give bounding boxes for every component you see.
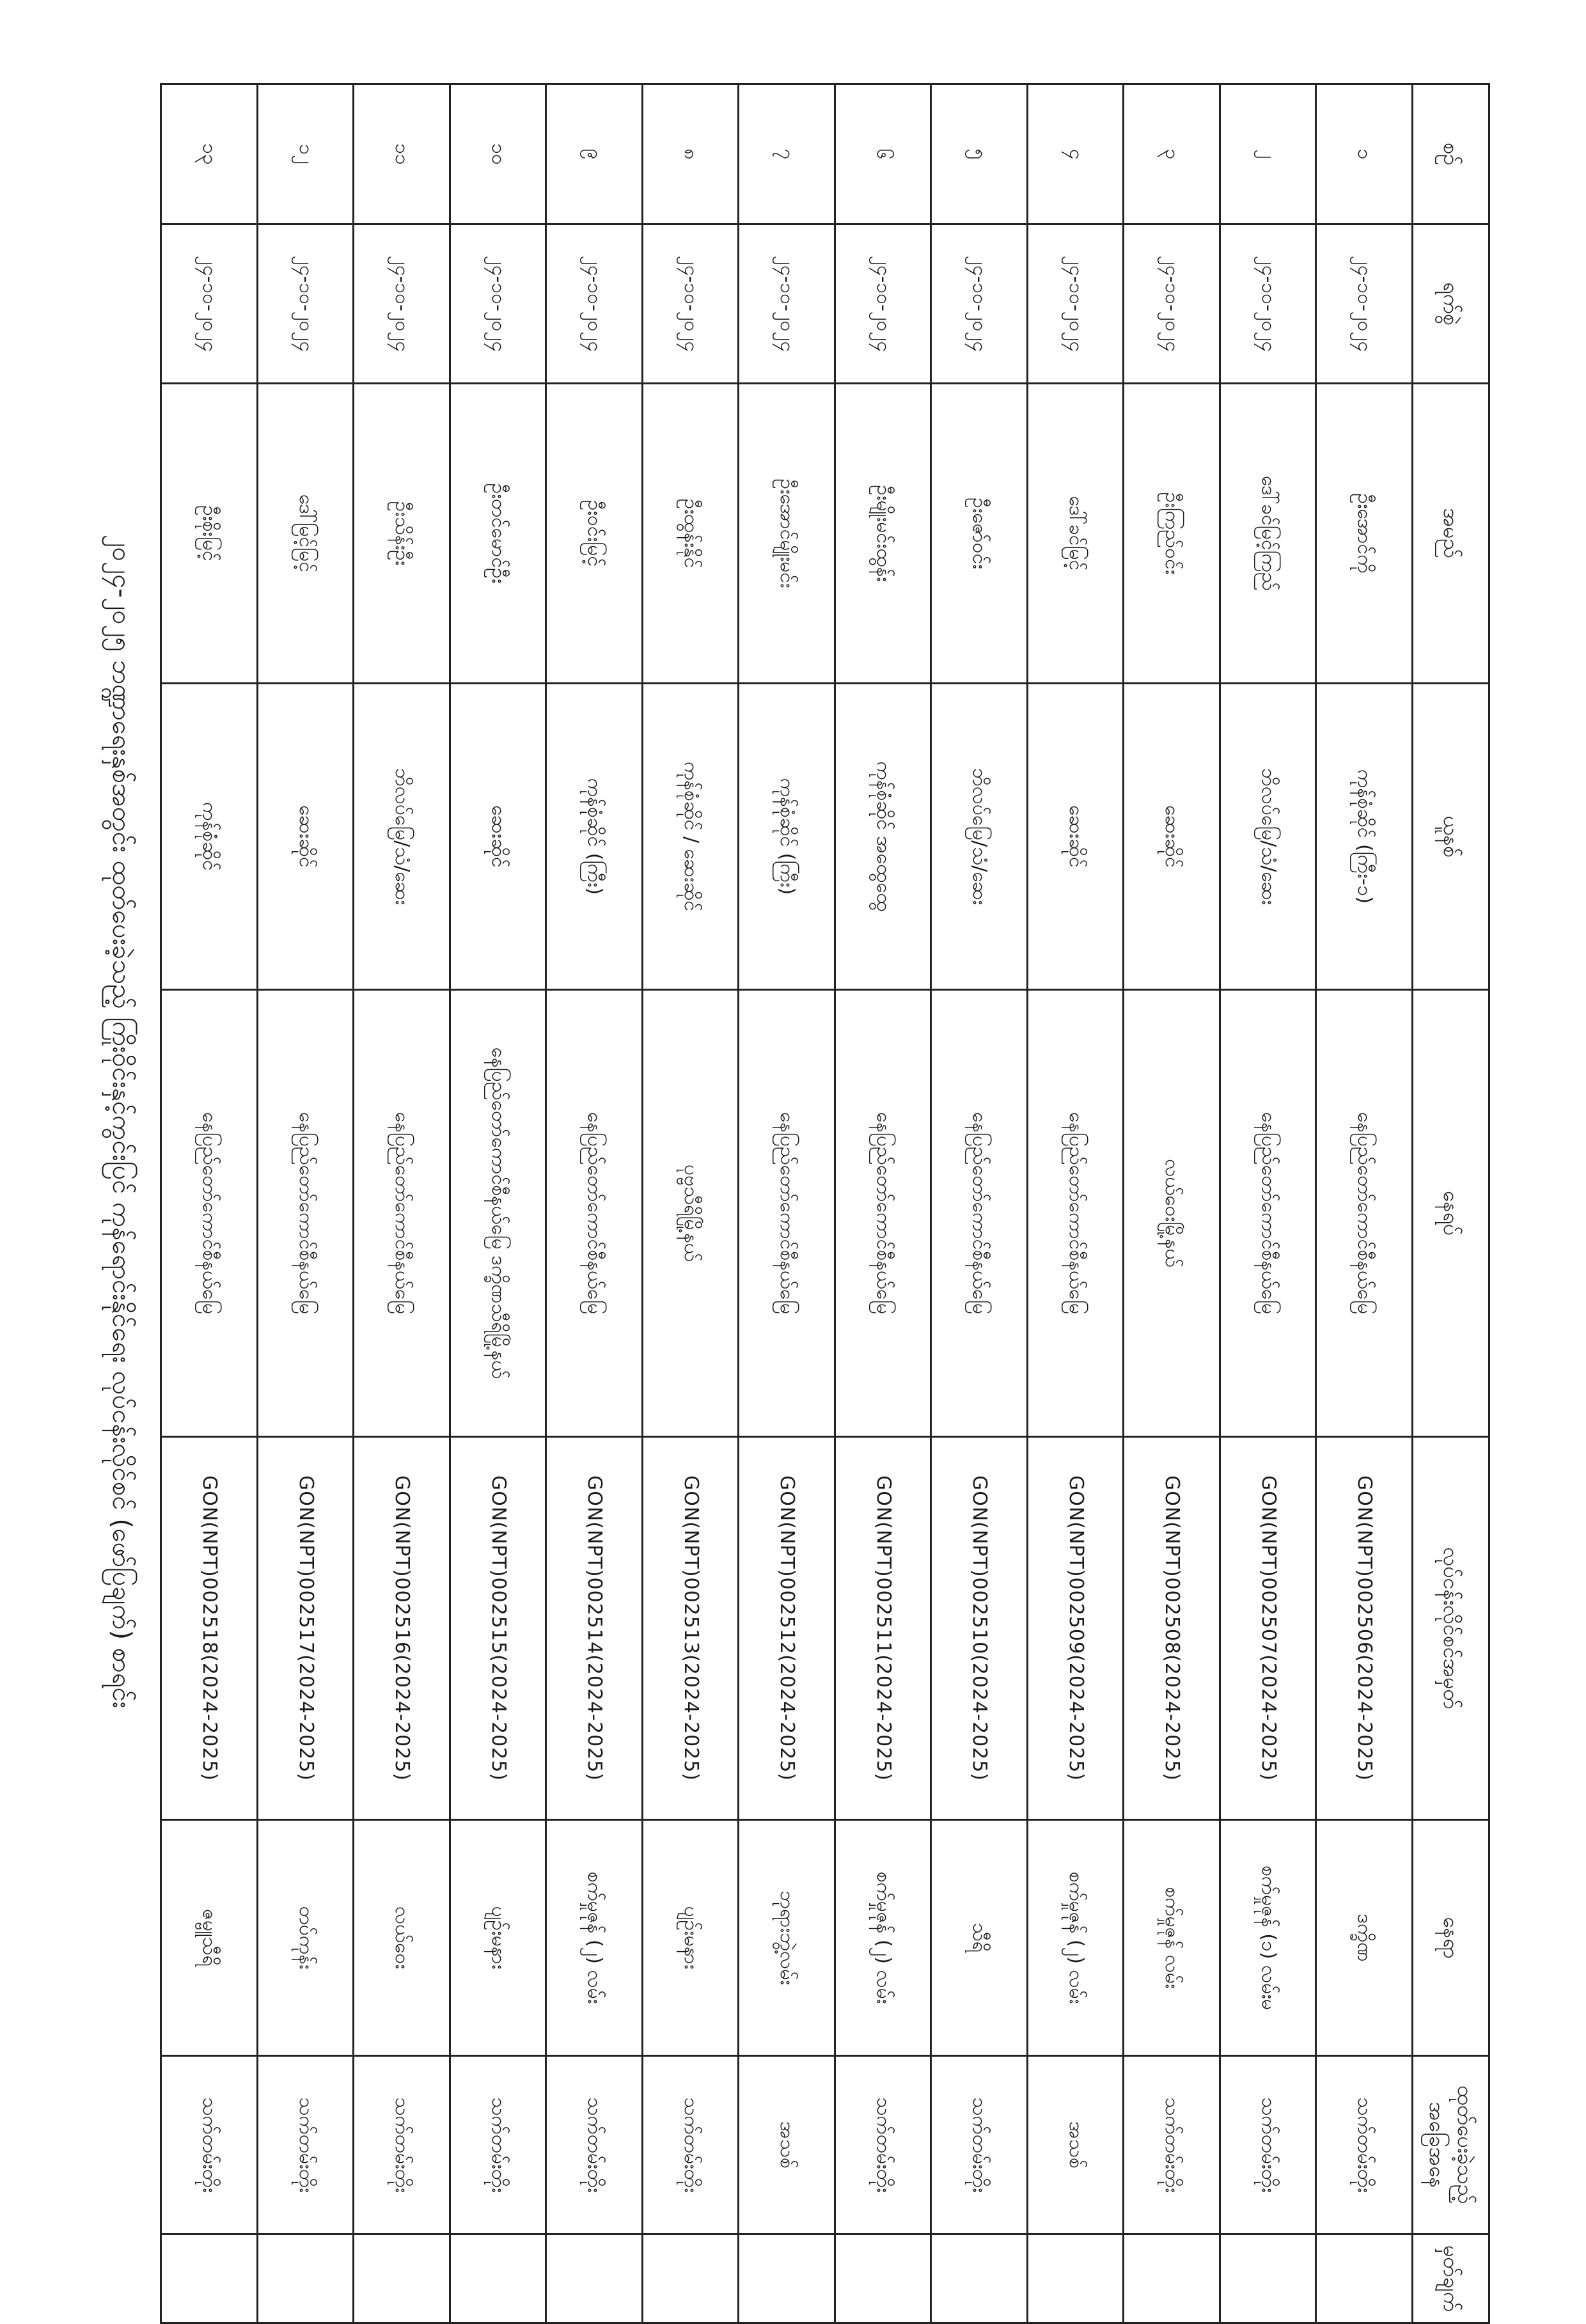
cell-name: ဦးတင်မောင်ဦး xyxy=(450,384,546,684)
cell-status: သက်တမ်းတိုး xyxy=(642,2056,739,2234)
cell-no: ၁၀ xyxy=(450,84,546,224)
cell-no: ၄ xyxy=(1027,84,1124,224)
cell-no: ၁၁ xyxy=(354,84,450,224)
cell-place: ဇမ္ဗူသီရိ xyxy=(161,1820,258,2056)
cell-date: ၂၄-၁၀-၂၀၂၄ xyxy=(546,224,643,384)
cell-name: ဦးဇော်ဝင်း xyxy=(931,384,1028,684)
cell-place: ပျဉ်းမနား xyxy=(450,1820,546,2056)
cell-address: နေပြည်တော်ကောင်စီနယ်မြေ xyxy=(257,990,354,1437)
header-permit-no: လုပ်ငန်းလိုင်စင်အမှတ် xyxy=(1413,1437,1489,1820)
table-row xyxy=(546,84,643,2323)
cell-name: ဦးကြည်ဝင်း xyxy=(1124,384,1220,684)
cell-status: သက်တမ်းတိုး xyxy=(835,2056,931,2234)
cell-remarks xyxy=(1220,2234,1316,2323)
table-body xyxy=(161,84,1413,2323)
cell-unit: ကုန်စုံဆိုင် xyxy=(161,684,258,990)
cell-name: ဦးသိန်းဦး xyxy=(354,384,450,684)
cell-remarks xyxy=(354,2234,450,2323)
cell-permit: GON(NPT)002510(2024-2025) xyxy=(931,1437,1028,1820)
cell-permit: GON(NPT)002514(2024-2025) xyxy=(546,1437,643,1820)
cell-unit: ကုန်စုံဆိုင် (ကြီး) xyxy=(739,684,835,990)
cell-date: ၂၄-၁၀-၂၀၂၄ xyxy=(1220,224,1316,384)
table-row xyxy=(354,84,450,2323)
cell-place: တပ်ကုန်း xyxy=(257,1820,354,2056)
cell-unit: ကုန်စုံဆိုင် (ကြီး-၁) xyxy=(1316,684,1413,990)
cell-address: နေပြည်တော်ကောင်စီနယ်မြေ xyxy=(1316,990,1413,1437)
cell-date: ၂၄-၁၀-၂၀၂၄ xyxy=(931,224,1028,384)
cell-permit: GON(NPT)002507(2024-2025) xyxy=(1220,1437,1316,1820)
cell-date: ၂၄-၁၀-၂၀၂၄ xyxy=(161,224,258,384)
cell-address: နေပြည်တော်ကောင်စီနယ်မြေ ဒက္ခိဏသီရိမြို့နယ် xyxy=(450,990,546,1437)
cell-name: ဦးအောင်ကို xyxy=(1316,384,1413,684)
cell-name: ဦးစိုးမြင့် xyxy=(161,384,258,684)
table-row xyxy=(1316,84,1413,2323)
table-row xyxy=(257,84,354,2323)
cell-place: ဒက္ခိဏ xyxy=(1316,1820,1413,2056)
cell-unit: ဆေးဆိုင် xyxy=(450,684,546,990)
cell-status: သက်တမ်းတိုး xyxy=(161,2056,258,2234)
cell-no: ၅ xyxy=(931,84,1028,224)
cell-date: ၂၄-၁၀-၂၀၂၄ xyxy=(835,224,931,384)
cell-address: နေပြည်တော်ကောင်စီနယ်မြေ xyxy=(161,990,258,1437)
header-no: စဉ် xyxy=(1413,84,1489,224)
table-row xyxy=(1027,84,1124,2323)
cell-status: အသစ် xyxy=(1027,2056,1124,2234)
cell-unit: ကုန်စုံဆိုင် အထွေထွေ xyxy=(835,684,931,990)
cell-remarks xyxy=(450,2234,546,2323)
cell-permit: GON(NPT)002506(2024-2025) xyxy=(1316,1437,1413,1820)
header-status: ထုတ်ပေးခဲ့သည့် အခြေအနေ xyxy=(1413,2056,1489,2234)
cell-place: စက်မှုဇုန် (၁) လမ်းမ xyxy=(1220,1820,1316,2056)
cell-name: ဒေါ်မြင့်မြင့် xyxy=(257,384,354,684)
cell-place: စက်မှုဇုန် လမ်း xyxy=(1124,1820,1220,2056)
cell-no: ၁၂ xyxy=(257,84,354,224)
cell-date: ၂၄-၁၀-၂၀၂၄ xyxy=(739,224,835,384)
cell-address: နေပြည်တော်ကောင်စီနယ်မြေ xyxy=(1220,990,1316,1437)
cell-place: ပျဉ်းမနား xyxy=(642,1820,739,2056)
cell-address: နေပြည်တော်ကောင်စီနယ်မြေ xyxy=(835,990,931,1437)
table-row xyxy=(161,84,258,2323)
cell-no: ၈ xyxy=(642,84,739,224)
cell-no: ၁ xyxy=(1316,84,1413,224)
table-row xyxy=(1220,84,1316,2323)
cell-permit: GON(NPT)002509(2024-2025) xyxy=(1027,1437,1124,1820)
cell-date: ၂၄-၁၀-၂၀၂၄ xyxy=(1316,224,1413,384)
cell-date: ၂၄-၁၀-၂၀၂၄ xyxy=(642,224,739,384)
table-row xyxy=(835,84,931,2323)
cell-status: သက်တမ်းတိုး xyxy=(546,2056,643,2234)
cell-address: ပုဗ္ဗသီရိမြို့နယ် xyxy=(642,990,739,1437)
cell-permit: GON(NPT)002515(2024-2025) xyxy=(450,1437,546,1820)
cell-remarks xyxy=(546,2234,643,2323)
cell-place: ဘုရားဘွဲ့လမ်း xyxy=(739,1820,835,2056)
cell-unit: ဆေးဆိုင် xyxy=(1027,684,1124,990)
table-row xyxy=(1124,84,1220,2323)
cell-no: ၃ xyxy=(1124,84,1220,224)
header-place: နေရာ xyxy=(1413,1820,1489,2056)
cell-remarks xyxy=(642,2234,739,2323)
cell-status: သက်တမ်းတိုး xyxy=(257,2056,354,2234)
cell-remarks xyxy=(1027,2234,1124,2323)
cell-no: ၆ xyxy=(835,84,931,224)
cell-address: နေပြည်တော်ကောင်စီနယ်မြေ xyxy=(546,990,643,1437)
cell-unit: ကုန်စုံဆိုင် (ကြီး) xyxy=(546,684,643,990)
cell-remarks xyxy=(931,2234,1028,2323)
cell-name: ဦးအောင်မျိုးမင်း xyxy=(739,384,835,684)
header-date: ရက်စွဲ xyxy=(1413,224,1489,384)
cell-status: သက်တမ်းတိုး xyxy=(1316,2056,1413,2234)
cell-permit: GON(NPT)002513(2024-2025) xyxy=(642,1437,739,1820)
cell-unit: ဆေးဆိုင် xyxy=(257,684,354,990)
cell-status: သက်တမ်းတိုး xyxy=(1220,2056,1316,2234)
cell-address: နေပြည်တော်ကောင်စီနယ်မြေ xyxy=(354,990,450,1437)
cell-name: ဦးထွန်းနိုင် xyxy=(642,384,739,684)
cell-permit: GON(NPT)002512(2024-2025) xyxy=(739,1437,835,1820)
cell-name: ဒေါ်ခင်မြင့်ကြည် xyxy=(1220,384,1316,684)
cell-status: သက်တမ်းတိုး xyxy=(354,2056,450,2234)
cell-place: စက်မှုဇုန် (၂) လမ်း xyxy=(1027,1820,1124,2056)
header-unit: ယူနစ် xyxy=(1413,684,1489,990)
table-row xyxy=(739,84,835,2323)
cell-address: လယ်ဝေးမြို့နယ် xyxy=(1124,990,1220,1437)
cell-permit: GON(NPT)002518(2024-2025) xyxy=(161,1437,258,1820)
cell-status: အသစ် xyxy=(739,2056,835,2234)
cell-no: ၁၃ xyxy=(161,84,258,224)
cell-address: နေပြည်တော်ကောင်စီနယ်မြေ xyxy=(931,990,1028,1437)
cell-status: သက်တမ်းတိုး xyxy=(931,2056,1028,2234)
cell-date: ၂၄-၁၀-၂၀၂၄ xyxy=(354,224,450,384)
cell-remarks xyxy=(1124,2234,1220,2323)
cell-status: သက်တမ်းတိုး xyxy=(450,2056,546,2234)
cell-date: ၂၄-၁၀-၂၀၂၄ xyxy=(257,224,354,384)
cell-remarks xyxy=(257,2234,354,2323)
cell-unit: ဘိလပ်မြေ/သံ/ဆေး xyxy=(931,684,1028,990)
table-header-row xyxy=(1413,84,1489,2323)
cell-remarks xyxy=(835,2234,931,2323)
cell-address: နေပြည်တော်ကောင်စီနယ်မြေ xyxy=(739,990,835,1437)
license-table xyxy=(160,83,1490,2324)
cell-permit: GON(NPT)002511(2024-2025) xyxy=(835,1437,931,1820)
cell-date: ၂၄-၁၀-၂၀၂၄ xyxy=(450,224,546,384)
cell-status: သက်တမ်းတိုး xyxy=(1124,2056,1220,2234)
cell-permit: GON(NPT)002517(2024-2025) xyxy=(257,1437,354,1820)
cell-no: ၉ xyxy=(546,84,643,224)
cell-permit: GON(NPT)002508(2024-2025) xyxy=(1124,1437,1220,1820)
cell-remarks xyxy=(1316,2234,1413,2323)
cell-name: ဦးမျိုးမင်းထွန်း xyxy=(835,384,931,684)
cell-unit: ဆေးဆိုင် xyxy=(1124,684,1220,990)
cell-no: ၂ xyxy=(1220,84,1316,224)
table-row xyxy=(931,84,1028,2323)
cell-date: ၂၄-၁၀-၂၀၂၄ xyxy=(1124,224,1220,384)
cell-date: ၂၄-၁၀-၂၀၂၄ xyxy=(1027,224,1124,384)
cell-place: စက်မှုဇုန် (၂) လမ်း xyxy=(546,1820,643,2056)
cell-unit: ဘိလပ်မြေ/သံ/ဆေး xyxy=(1220,684,1316,990)
cell-no: ၇ xyxy=(739,84,835,224)
header-name: အမည် xyxy=(1413,384,1489,684)
cell-address: နေပြည်တော်ကောင်စီနယ်မြေ xyxy=(1027,990,1124,1437)
cell-unit: ဘိလပ်မြေ/သံ/ဆေး xyxy=(354,684,450,990)
cell-place: သီရိ xyxy=(931,1820,1028,2056)
header-address: နေရပ် xyxy=(1413,990,1489,1437)
table-row xyxy=(642,84,739,2323)
cell-name: ဦးဝင်းမြင့် xyxy=(546,384,643,684)
document-caption: ၂၀၂၄-၂၀၂၅ ဘဏ္ဍာရေးနှစ်အတွင်း ထုတ်ပေးခဲ့သည့် ကြိုးဝိုင်းနှင့်ကွင်းပြင် ကုန်ရောင်းနိုင်ရေး လုပ်ငန်းလိုင်စင် (ဖော်ပြချက်) စာရင်း xyxy=(107,534,136,1709)
cell-permit: GON(NPT)002516(2024-2025) xyxy=(354,1437,450,1820)
cell-remarks xyxy=(739,2234,835,2323)
header-remarks: မှတ်ချက် xyxy=(1413,2234,1489,2323)
cell-place: စက်မှုဇုန် (၂) လမ်း xyxy=(835,1820,931,2056)
table-row xyxy=(450,84,546,2323)
cell-remarks xyxy=(161,2234,258,2323)
cell-place: လယ်ဝေး xyxy=(354,1820,450,2056)
cell-unit: ကုန်စုံဆိုင် / ဆေးဆိုင် xyxy=(642,684,739,990)
cell-name: ဒေါ်ခင်မြင့် xyxy=(1027,384,1124,684)
